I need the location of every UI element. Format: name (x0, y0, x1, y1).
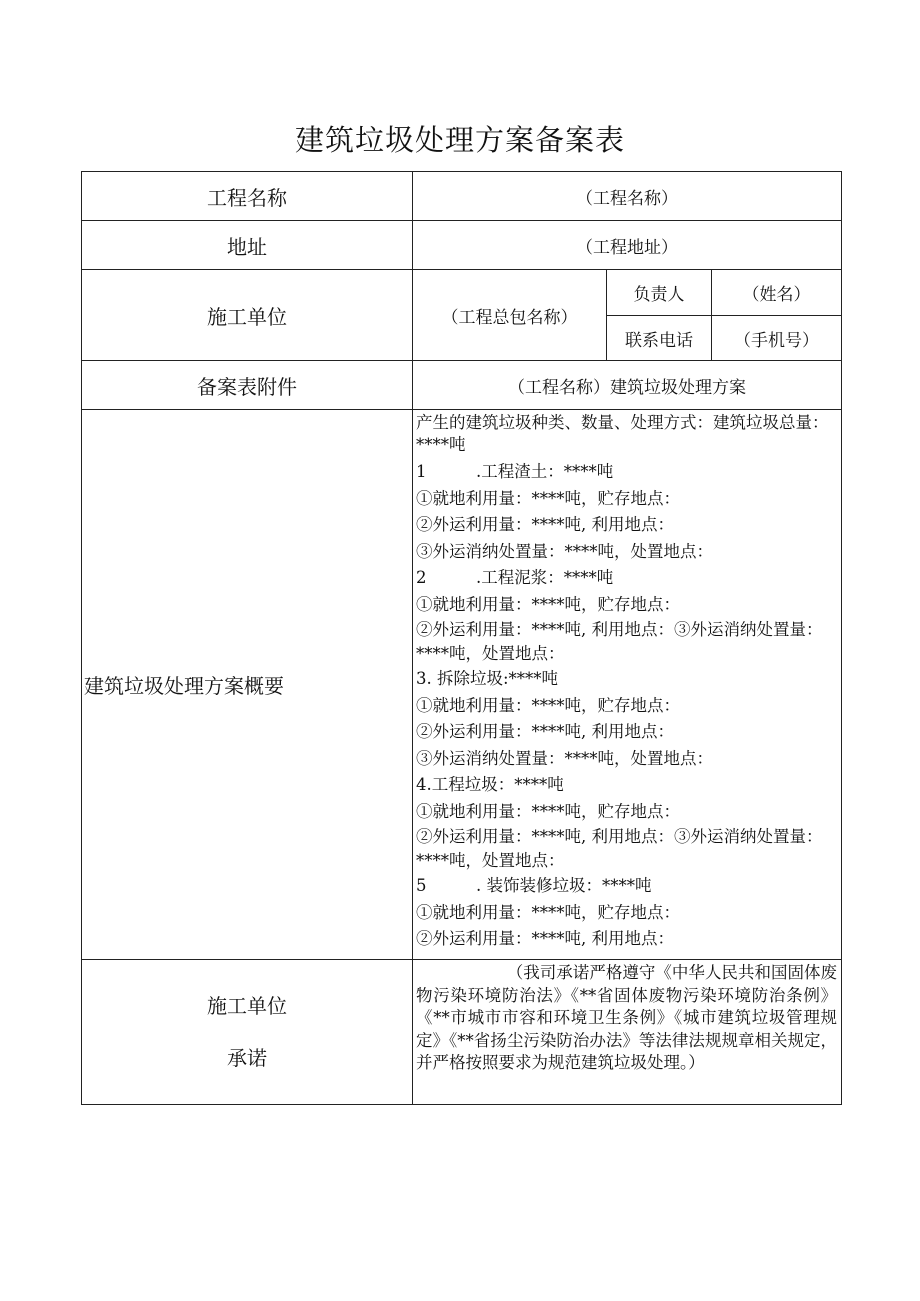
summary-line: ①就地利用量：****吨，贮存地点： (416, 801, 680, 821)
pledge-label-line1: 施工单位 (207, 994, 287, 1018)
summary-line: 2 .工程泥浆：****吨 (416, 568, 614, 587)
summary-line: ②外运利用量：****吨, 利用地点： (416, 722, 674, 741)
summary-line: ②外运利用量：****吨, 利用地点：③外运消纳处置量：****吨，处置地点： (416, 827, 823, 870)
summary-line: 4.工程垃圾：****吨 (416, 775, 564, 794)
contact-phone-value: （手机号） (712, 316, 842, 361)
summary-line: ①就地利用量：****吨，贮存地点： (416, 695, 680, 715)
row-contractor (82, 270, 842, 316)
address-value: （工程地址） (413, 221, 842, 270)
summary-line: ②外运利用量：****吨, 利用地点： (416, 515, 674, 534)
pledge-label-cell (82, 960, 413, 1105)
contractor-label: 施工单位 (82, 270, 413, 361)
attachment-label: 备案表附件 (82, 361, 413, 410)
summary-line: 1 .工程渣土：****吨 (416, 462, 614, 481)
row-summary (82, 410, 842, 960)
summary-line: 5 . 装饰装修垃圾：****吨 (416, 876, 652, 895)
row-project-name (82, 172, 842, 221)
filing-form-table (81, 171, 842, 1105)
project-name-label: 工程名称 (82, 172, 413, 221)
project-name-value: （工程名称） (413, 172, 842, 221)
person-in-charge-value: （姓名） (712, 270, 842, 316)
attachment-value: （工程名称）建筑垃圾处理方案 (413, 361, 842, 410)
row-pledge (82, 960, 842, 1105)
summary-line: ②外运利用量：****吨, 利用地点：③外运消纳处置量：****吨，处置地点： (416, 620, 823, 663)
summary-label: 建筑垃圾处理方案概要 (82, 410, 413, 960)
page-title: 建筑垃圾处理方案备案表 (294, 123, 625, 157)
summary-line: ③外运消纳处置量：****吨，处置地点： (416, 541, 713, 561)
summary-line: 3. 拆除垃圾:****吨 (416, 669, 559, 688)
summary-line: 产生的建筑垃圾种类、数量、处理方式：建筑垃圾总量：****吨 (416, 413, 829, 454)
contractor-value: （工程总包名称） (413, 270, 607, 361)
summary-line: ①就地利用量：****吨，贮存地点： (416, 902, 680, 922)
summary-line: ②外运利用量：****吨, 利用地点： (416, 929, 674, 948)
summary-content (413, 410, 842, 960)
summary-line: ①就地利用量：****吨，贮存地点： (416, 488, 680, 508)
summary-line: ①就地利用量：****吨，贮存地点： (416, 594, 680, 614)
summary-line: ③外运消纳处置量：****吨，处置地点： (416, 748, 713, 768)
pledge-content (413, 960, 842, 1105)
contact-phone-label: 联系电话 (607, 316, 712, 361)
row-address (82, 221, 842, 270)
summary-lines (413, 410, 841, 958)
pledge-text: （我司承诺严格遵守《中华人民共和国固体废物污染环境防治法》《**省固体废物污染环境防治条例》《**市城市市容和环境卫生条例》《城市建筑垃圾管理规定》《**省扬尘污染防治办法》等法律法规规章相关规定，并严格按照要求为规范建筑垃圾处理。） (416, 963, 838, 1072)
pledge-label-line2: 承诺 (227, 1046, 267, 1070)
address-label: 地址 (82, 221, 413, 270)
row-attachment (82, 361, 842, 410)
person-in-charge-label: 负责人 (607, 270, 712, 316)
